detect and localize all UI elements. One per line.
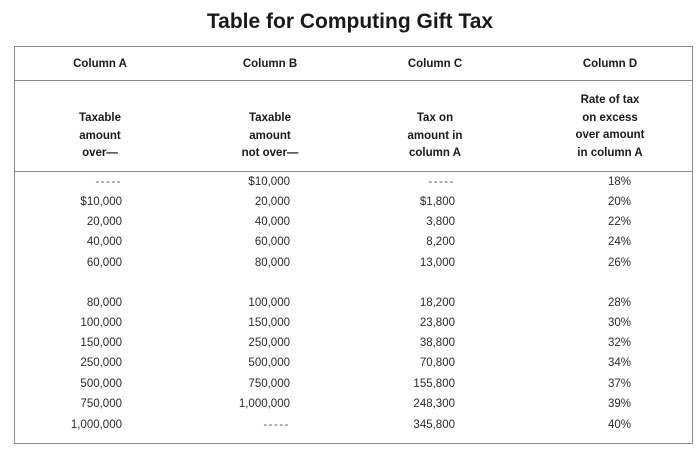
column-c-cell: $1,800 [419, 196, 455, 208]
column-a-cell: ----- [95, 176, 122, 188]
column-b-cell: 150,000 [248, 317, 290, 329]
column-a-cell: 40,000 [86, 236, 122, 248]
column-c-cell: 13,000 [419, 257, 455, 269]
subheading-line: Tax on [416, 112, 454, 124]
column-b-cell: 100,000 [248, 297, 290, 309]
column-c-cell: 8,200 [426, 236, 455, 248]
subheading-line: Rate of tax [580, 94, 640, 106]
subheading-divider [14, 171, 693, 172]
column-d-cell: 32% [607, 337, 631, 349]
column-d-cell: 22% [607, 216, 631, 228]
table-title: Table for Computing Gift Tax [206, 10, 494, 33]
column-b-cell: 750,000 [248, 378, 290, 390]
column-a-cell: $10,000 [80, 196, 122, 208]
column-a-cell: 500,000 [80, 378, 122, 390]
column-d-cell: 37% [607, 378, 631, 390]
column-c-cell: 248,300 [413, 398, 455, 410]
subheading-line: amount [249, 129, 291, 142]
column-a-cell: 750,000 [80, 398, 122, 410]
subheading-line: on excess [582, 111, 638, 124]
column-a-cell: 20,000 [86, 216, 122, 228]
column-header-divider [14, 80, 693, 81]
column-d-cell: 26% [607, 257, 631, 269]
column-b-cell: 80,000 [254, 257, 290, 269]
column-b-cell: 20,000 [254, 196, 290, 208]
column-a-cell: 250,000 [80, 357, 122, 369]
column-a-cell: 150,000 [80, 337, 122, 349]
column-b-header: Column B [242, 58, 298, 70]
column-c-header: Column C [407, 58, 463, 70]
subheading-line: amount in [407, 129, 463, 142]
column-a-cell: 60,000 [86, 257, 122, 269]
column-c-cell: 345,800 [413, 419, 455, 431]
column-d-cell: 40% [607, 419, 631, 431]
column-c-cell: 3,800 [426, 216, 455, 228]
subheading-line: Taxable [79, 112, 121, 124]
subheading-line: amount [79, 129, 121, 142]
subheading-line: over— [82, 147, 118, 159]
subheading-line: Taxable [249, 112, 291, 124]
column-b-cell: 1,000,000 [238, 398, 290, 410]
column-a-cell: 1,000,000 [70, 419, 122, 431]
column-c-cell: 155,800 [413, 378, 455, 390]
column-d-cell: 39% [607, 398, 631, 410]
column-b-cell: 500,000 [248, 357, 290, 369]
subheading-line: not over— [241, 147, 299, 159]
column-d-subheading [545, 92, 675, 162]
column-a-cell: 80,000 [86, 297, 122, 309]
column-d-cell: 30% [607, 317, 631, 329]
column-b-cell: 250,000 [248, 337, 290, 349]
column-c-cell: 70,800 [419, 357, 455, 369]
column-d-header: Column D [582, 58, 638, 70]
column-a-header: Column A [73, 58, 127, 70]
subheading-line: column A [409, 147, 461, 159]
column-c-cell: 23,800 [419, 317, 455, 329]
subheading-line: over amount [575, 129, 645, 141]
column-c-cell: 18,200 [419, 297, 455, 309]
column-d-cell: 20% [607, 196, 631, 208]
column-b-cell: ----- [263, 419, 290, 431]
column-c-subheading [380, 110, 490, 163]
column-c-cell: ----- [428, 176, 455, 188]
column-d-cell: 24% [607, 236, 631, 248]
column-a-subheading [45, 110, 155, 163]
column-d-cell: 34% [607, 357, 631, 369]
column-a-cell: 100,000 [80, 317, 122, 329]
column-b-cell: 40,000 [254, 216, 290, 228]
subheading-line: in column A [577, 146, 643, 159]
column-b-cell: $10,000 [248, 176, 290, 188]
column-d-cell: 18% [607, 176, 631, 188]
column-b-cell: 60,000 [254, 236, 290, 248]
column-c-cell: 38,800 [419, 337, 455, 349]
column-d-cell: 28% [607, 297, 631, 309]
column-b-subheading [215, 110, 325, 163]
